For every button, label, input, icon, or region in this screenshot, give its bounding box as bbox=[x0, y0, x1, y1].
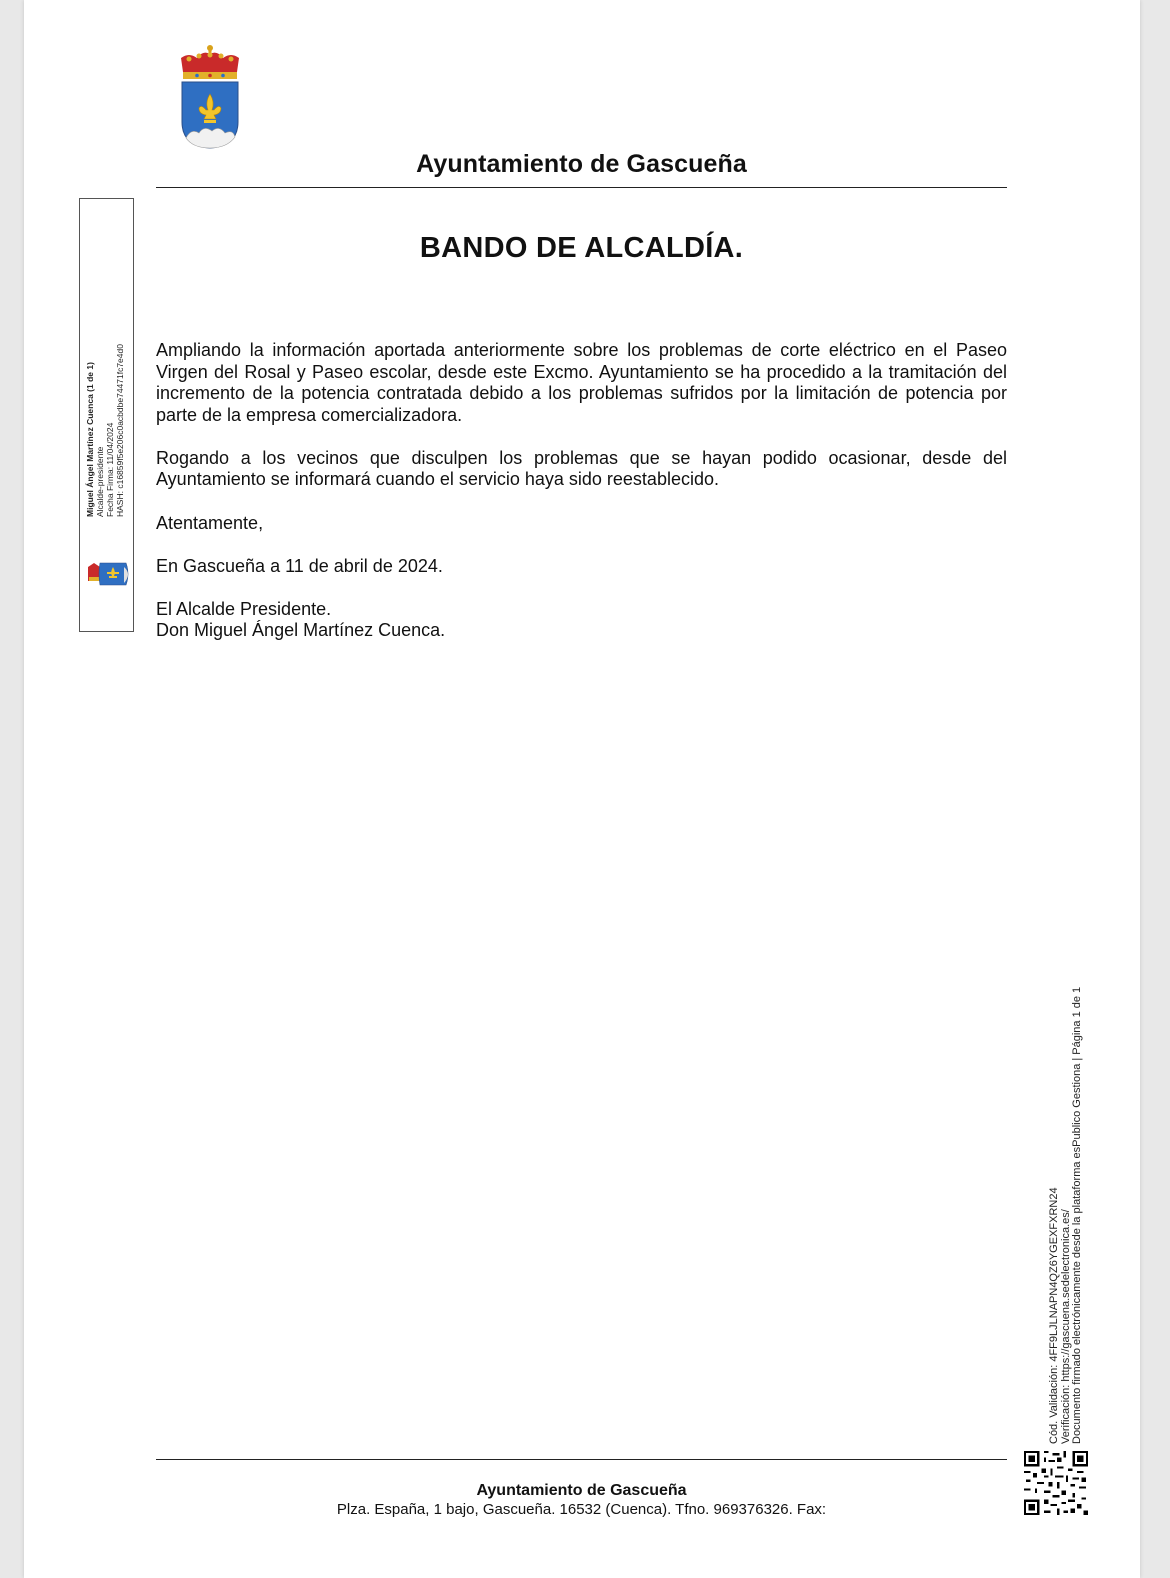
qr-code-icon[interactable] bbox=[1024, 1451, 1088, 1515]
document-page bbox=[24, 0, 1140, 1578]
verification-text bbox=[1049, 974, 1084, 1444]
verification-url: Verificación: https://gascuena.sedelectronica.es/ bbox=[1059, 1209, 1072, 1444]
footer-divider bbox=[156, 1459, 1007, 1460]
document-title: BANDO DE ALCALDÍA. bbox=[419, 232, 744, 264]
coat-of-arms-logo bbox=[177, 42, 243, 150]
signature-date: Fecha Firma: 11/04/2024 bbox=[105, 422, 115, 517]
signature-seal-icon bbox=[86, 557, 132, 591]
signer-name: Don Miguel Ángel Martínez Cuenca. bbox=[156, 620, 446, 641]
closing-line: Atentamente, bbox=[156, 512, 264, 533]
signature-details bbox=[85, 317, 125, 517]
signature-role: Alcalde-presidente bbox=[95, 446, 105, 517]
verification-note: Documento firmado electrónicamente desde la plataforma esPublico Gestiona | Página 1 de 1 bbox=[1071, 986, 1083, 1444]
paragraph-1: Ampliando la información aportada anteriormente sobre los problemas de corte eléctrico en el Paseo Virgen del Rosal y Paseo escolar, desde este Excmo. Ayuntamiento se ha procedido a la tramitación del incremento de la potencia contratada debido a los problemas sufridos por la limitación de potencia por parte de la empresa comercializadora. bbox=[156, 340, 1007, 425]
header-divider bbox=[156, 187, 1007, 188]
footer-address: Plza. España, 1 bajo, Gascueña. 16532 (Cuenca). Tfno. 969376326. Fax: bbox=[336, 1501, 827, 1518]
verification-code: Cód. Validación: 4FF9LJLNAPN4QZ6YGEXFXRN24 bbox=[1048, 1187, 1060, 1444]
document-body bbox=[156, 340, 1007, 642]
signer-title: El Alcalde Presidente. bbox=[156, 598, 332, 619]
signature-box bbox=[79, 198, 134, 632]
paragraph-2: Rogando a los vecinos que disculpen los problemas que se hayan podido ocasionar, desde del Ayuntamiento se informará cuando el servicio haya sido reestablecido. bbox=[156, 447, 1007, 490]
header-title: Ayuntamiento de Gascueña bbox=[416, 150, 747, 178]
footer-organization: Ayuntamiento de Gascueña bbox=[476, 1482, 687, 1499]
signature-hash: HASH: c16859f5e206c0acbdbe74471fc7e4d0 bbox=[115, 344, 125, 517]
place-date: En Gascueña a 11 de abril de 2024. bbox=[156, 555, 443, 576]
signature-signer: Miguel Ángel Martínez Cuenca (1 de 1) bbox=[85, 362, 95, 517]
